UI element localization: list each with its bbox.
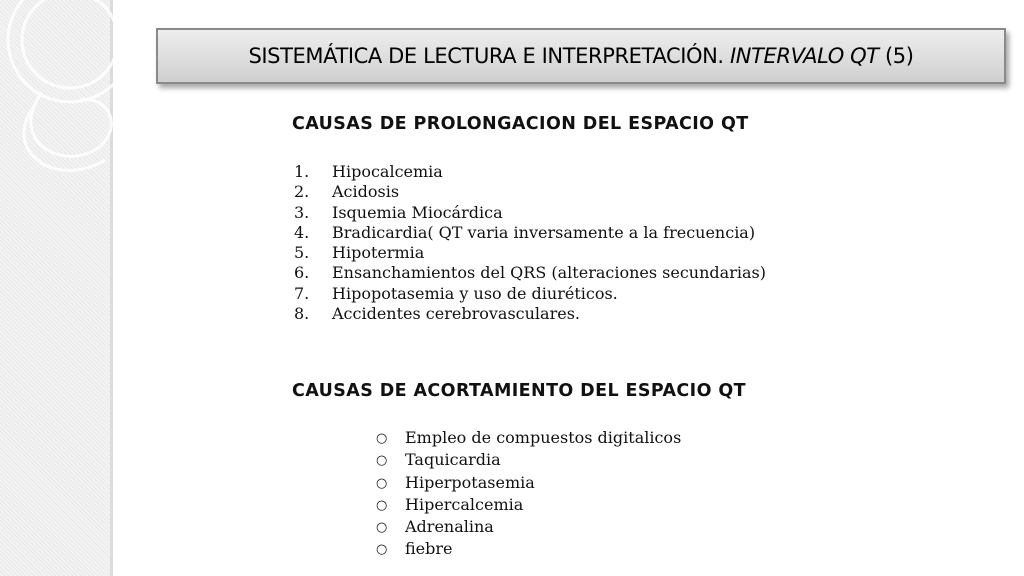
list-number: 1. bbox=[294, 162, 310, 181]
list-item-text: Taquicardia bbox=[405, 450, 501, 470]
bullet-icon: ○ bbox=[376, 520, 388, 536]
list-number: 4. bbox=[294, 222, 310, 242]
list-item-text: Empleo de compuestos digitalicos bbox=[405, 428, 682, 447]
list-number: 5. bbox=[294, 243, 310, 263]
list-item bbox=[294, 162, 766, 182]
list-item-text: Hipercalcemia bbox=[405, 494, 524, 514]
bullet-icon: ○ bbox=[376, 475, 388, 491]
list-item bbox=[294, 203, 766, 223]
shortening-causes-list bbox=[376, 428, 681, 562]
list-number: 6. bbox=[294, 263, 310, 283]
list-item bbox=[294, 243, 766, 263]
section-heading-prolongation: CAUSAS DE PROLONGACION DEL ESPACIO QT bbox=[292, 114, 749, 134]
list-item bbox=[294, 182, 766, 202]
bullet-icon: ○ bbox=[376, 453, 388, 469]
list-item-text: fiebre bbox=[405, 539, 453, 559]
list-item bbox=[294, 304, 766, 324]
list-item bbox=[376, 428, 681, 450]
decorative-swirl bbox=[0, 0, 160, 576]
list-number: 2. bbox=[294, 182, 310, 202]
list-item bbox=[376, 539, 681, 561]
list-item-text: Adrenalina bbox=[405, 517, 494, 537]
list-item-text: Hipopotasemia y uso de diuréticos. bbox=[332, 283, 618, 303]
list-number: 3. bbox=[294, 202, 310, 222]
list-item-text: Accidentes cerebrovasculares. bbox=[332, 304, 580, 324]
bullet-icon: ○ bbox=[376, 497, 388, 513]
list-item-text: Bradicardia( QT varia inversamente a la frecuencia) bbox=[332, 222, 756, 242]
list-number: 8. bbox=[294, 304, 310, 324]
list-number: 7. bbox=[294, 283, 310, 303]
prolongation-causes-list bbox=[294, 162, 766, 324]
list-item bbox=[376, 473, 681, 495]
list-item bbox=[376, 450, 681, 472]
list-item bbox=[376, 495, 681, 517]
list-item bbox=[294, 284, 766, 304]
list-item-text: Hipocalcemia bbox=[332, 162, 443, 181]
list-item-text: Hipotermia bbox=[332, 243, 425, 263]
list-item bbox=[294, 223, 766, 243]
list-item bbox=[294, 263, 766, 283]
bullet-icon: ○ bbox=[376, 542, 388, 558]
list-item-text: Ensanchamientos del QRS (alteraciones secundarias) bbox=[332, 263, 766, 283]
list-item-text: Hiperpotasemia bbox=[405, 472, 535, 492]
list-item-text: Acidosis bbox=[332, 182, 400, 202]
slide-title: SISTEMÁTICA DE LECTURA E INTERPRETACIÓN. INTERVALO QT (5) bbox=[248, 44, 914, 68]
list-item-text: Isquemia Miocárdica bbox=[332, 202, 503, 222]
slide-title-bar bbox=[156, 28, 1006, 84]
bullet-icon: ○ bbox=[376, 431, 388, 446]
list-item bbox=[376, 517, 681, 539]
section-heading-shortening: CAUSAS DE ACORTAMIENTO DEL ESPACIO QT bbox=[292, 381, 746, 401]
